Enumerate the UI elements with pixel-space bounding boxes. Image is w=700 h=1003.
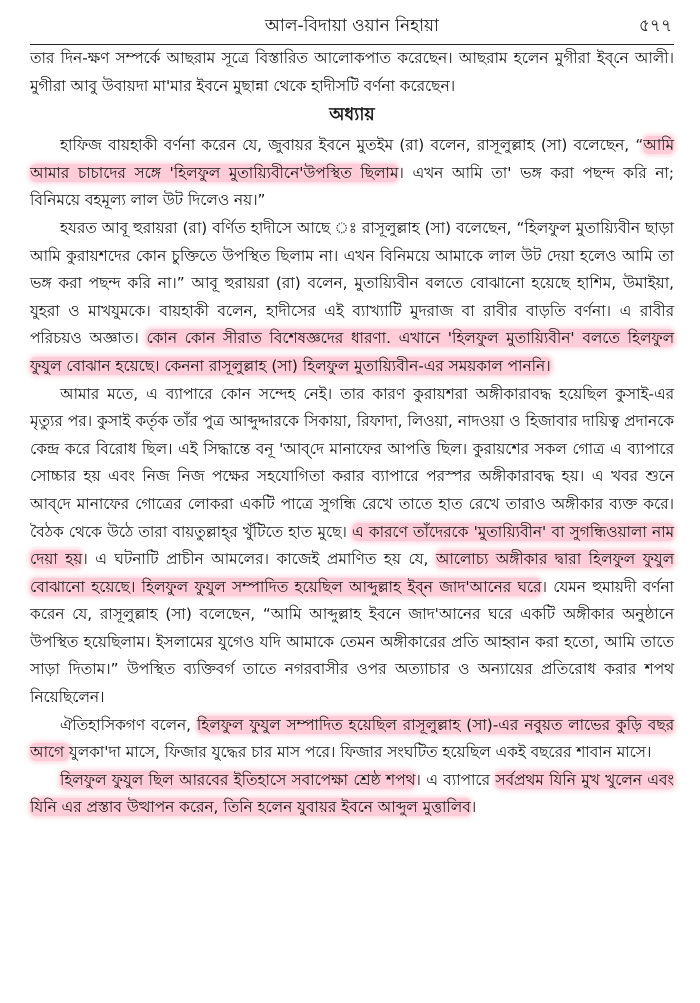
highlight-p1-1: আমি আমার চাচাদের সঙ্গে 'হিলফুল মুতায়্যিবীনে'উপস্থিত ছিলাম [30,136,674,182]
highlight-p4-1: হিলফুল ফুযুল সম্পাদিত হয়েছিল রাসূলুল্লাহ (সা)-এর নবুয়ত লাভের কুড়ি বছর আগে [30,715,674,762]
intro-paragraph [30,45,674,100]
paragraph-2 [30,215,674,381]
paragraph-1-text-b: । এখন আমি তা' ভঙ্গ করা পছন্দ করি না; বিনিময়ে বহমূল্য লাল উট দিলেও নয়।” [30,163,675,210]
paragraph-4-text-a: ঐতিহাসিকগণ বলেন, [60,715,197,734]
paragraph-3-text-a: আমার মতে, এ ব্যাপারে কোন সন্দেহ নেই। তার কারণ কুরায়শরা অঙ্গীকারাবদ্ধ হয়েছিল কুসাই-এর মৃত্যুর পর। কুসাই কর্তৃক তাঁর পুত্র আব্দুদ্দারকে সিকায়া, রিফাদা, লিওয়া, নাদওয়া ও হিজাবার দায়িত্ব প্রদানকে কেন্দ্র করে বিরোধ ছিল। এই সিদ্ধান্তে বনূ 'আব্‌দে মানাফের আপত্তি ছিল। কুরায়শের সকল গোত্র এ ব্যাপারে সোচ্চার হয় এবং নিজ নিজ পক্ষের সহযোগিতা করার ব্যাপারে পরস্পর অঙ্গীকারাবদ্ধ হয়। এ খবর শুনে আব্‌দে মানাফের গোত্রের লোকরা একটি পাত্রে সুগন্ধি রেখে তাতে হাত রেখে তারাও অঙ্গীকার ব্যক্ত করে। বৈঠক থেকে উঠে তারা বায়তুল্লাহ্‌র খুঁটিতে হাত মুছে। [30,384,674,541]
paragraph-1-text-a: হাফিজ বায়হাকী বর্ণনা করেন যে, জুবায়র ইবনে মুতইম (রা) বলেন, রাসূলুল্লাহ (সা) বলেছেন, “ [60,136,644,155]
chapter-heading: অধ্যায় [329,105,375,126]
paragraph-5 [30,767,674,822]
paragraph-5-text-a: । এ ব্যাপারে [415,770,496,789]
highlight-p3-2: আলোচ্য অঙ্গীকার দ্বারা হিলফুল ফুযুল বোঝানো হয়েছে। হিলফুল ফুযুল সম্পাদিত হয়েছিল আব্দুল্লাহ ইব্‌ন জাদ'আনের ঘরে [30,550,674,596]
highlight-p5-1: হিলফুল ফুযুল ছিল আরবের ইতিহাসে সবাপেক্ষা শ্রেষ্ঠ শপথ [60,770,416,789]
page-number: ৫৭৭ [638,16,672,36]
highlight-p3-1: এ কারণে তাঁদেরকে 'মুতায়্যিবীন' বা সুগন্ধিওয়ালা নাম দেয়া হয় [30,522,675,569]
paragraph-4-text-b: যুলকা'দা মাসে, ফিজার যুদ্ধের চার মাস পরে। ফিজার সংঘটিত হয়েছিল একই বছরের শাবান মাসে। [68,743,652,762]
intro-text: তার দিন-ক্ষণ সম্পর্কে আছরাম সূত্রে বিস্তারিত আলোকপাত করেছেন। আছরাম হলেন মুগীরা ইব্‌নে আলী। মুগীরা আবু উবায়দা মা'মার ইবনে মুছান্না থেকে হাদীসটি বর্ণনা করেছেন। [30,49,674,95]
paragraph-3-text-b: । এ ঘটনাটি প্রাচীন আমলের। কাজেই প্রমাণিত হয় যে, [82,550,436,569]
highlight-p5-2: সর্বপ্রথম যিনি মুখ খুলেন এবং যিনি এর প্রস্তাব উত্থাপন করেন, তিনি হলেন যুবায়র ইবনে আব্দুল মুত্তালিব [30,770,674,817]
running-header [30,6,674,45]
paragraph-3 [30,381,674,712]
paragraph-5-text-b: । [470,798,477,817]
running-title: আল-বিদায়া ওয়ান নিহায়া [265,16,439,36]
paragraph-2-text-a: হযরত আবূ হুরায়রা (রা) বর্ণিত হাদীসে আছে ঃ রাসূলুল্লাহ (সা) বলেছেন, “হিলফুল মুতায়্যিবীন ছাড়া আমি কুরায়শদের কোন চুক্তিতে উপস্থিত ছিলাম না। এখন বিনিময়ে আমাকে লাল উট দেয়া হলেও আমি তা ভঙ্গ করা পছন্দ করি না।” আবূ হুরায়রা (রা) বলেন, মুতায়্যিবীন বলতে বোঝানো হয়েছে হাশিম, উমাইয়া, যুহরা ও মাখযুমকে। বায়হাকী বলেন, হাদীসের এই ব্যাখ্যাটি মুদরাজ বা রাবীর বাড়তি বর্ণনা। এ রাবীর পরিচয়ও অজ্ঞাত। [30,218,674,348]
highlight-p2-1: কোন কোন সীরাত বিশেষজ্ঞদের ধারণা. এখানে 'হিলফুল মুতায়্যিবীন' বলতে হিলফুল ফুযুল বোঝান হয়েছে। কেননা রাসূলুল্লাহ (সা) হিলফুল মুতায়্যিবীন-এর সময়কাল পাননি। [30,329,675,375]
paragraph-4 [30,712,674,767]
paragraph-1 [30,132,674,215]
paragraph-3-text-c: । যেমন হুমায়দী বর্ণনা করেন যে, রাসূলুল্লাহ (সা) বলেছেন, “আমি আব্দুল্লাহ ইবনে জাদ'আনের ঘরে একটি অঙ্গীকার অনুষ্ঠানে উপস্থিত হয়েছিলাম। ইসলামের যুগেও যদি আমাকে তেমন অঙ্গীকারের প্রতি আহ্বান করা হতো, আমি তাতে সাড়া দিতাম।” উপস্থিত ব্যক্তিবর্গ তাতে নগরবাসীর ওপর অত্যাচার ও অন্যায়ের প্রতিরোধ করার শপথ নিয়েছিলেন। [30,577,674,707]
